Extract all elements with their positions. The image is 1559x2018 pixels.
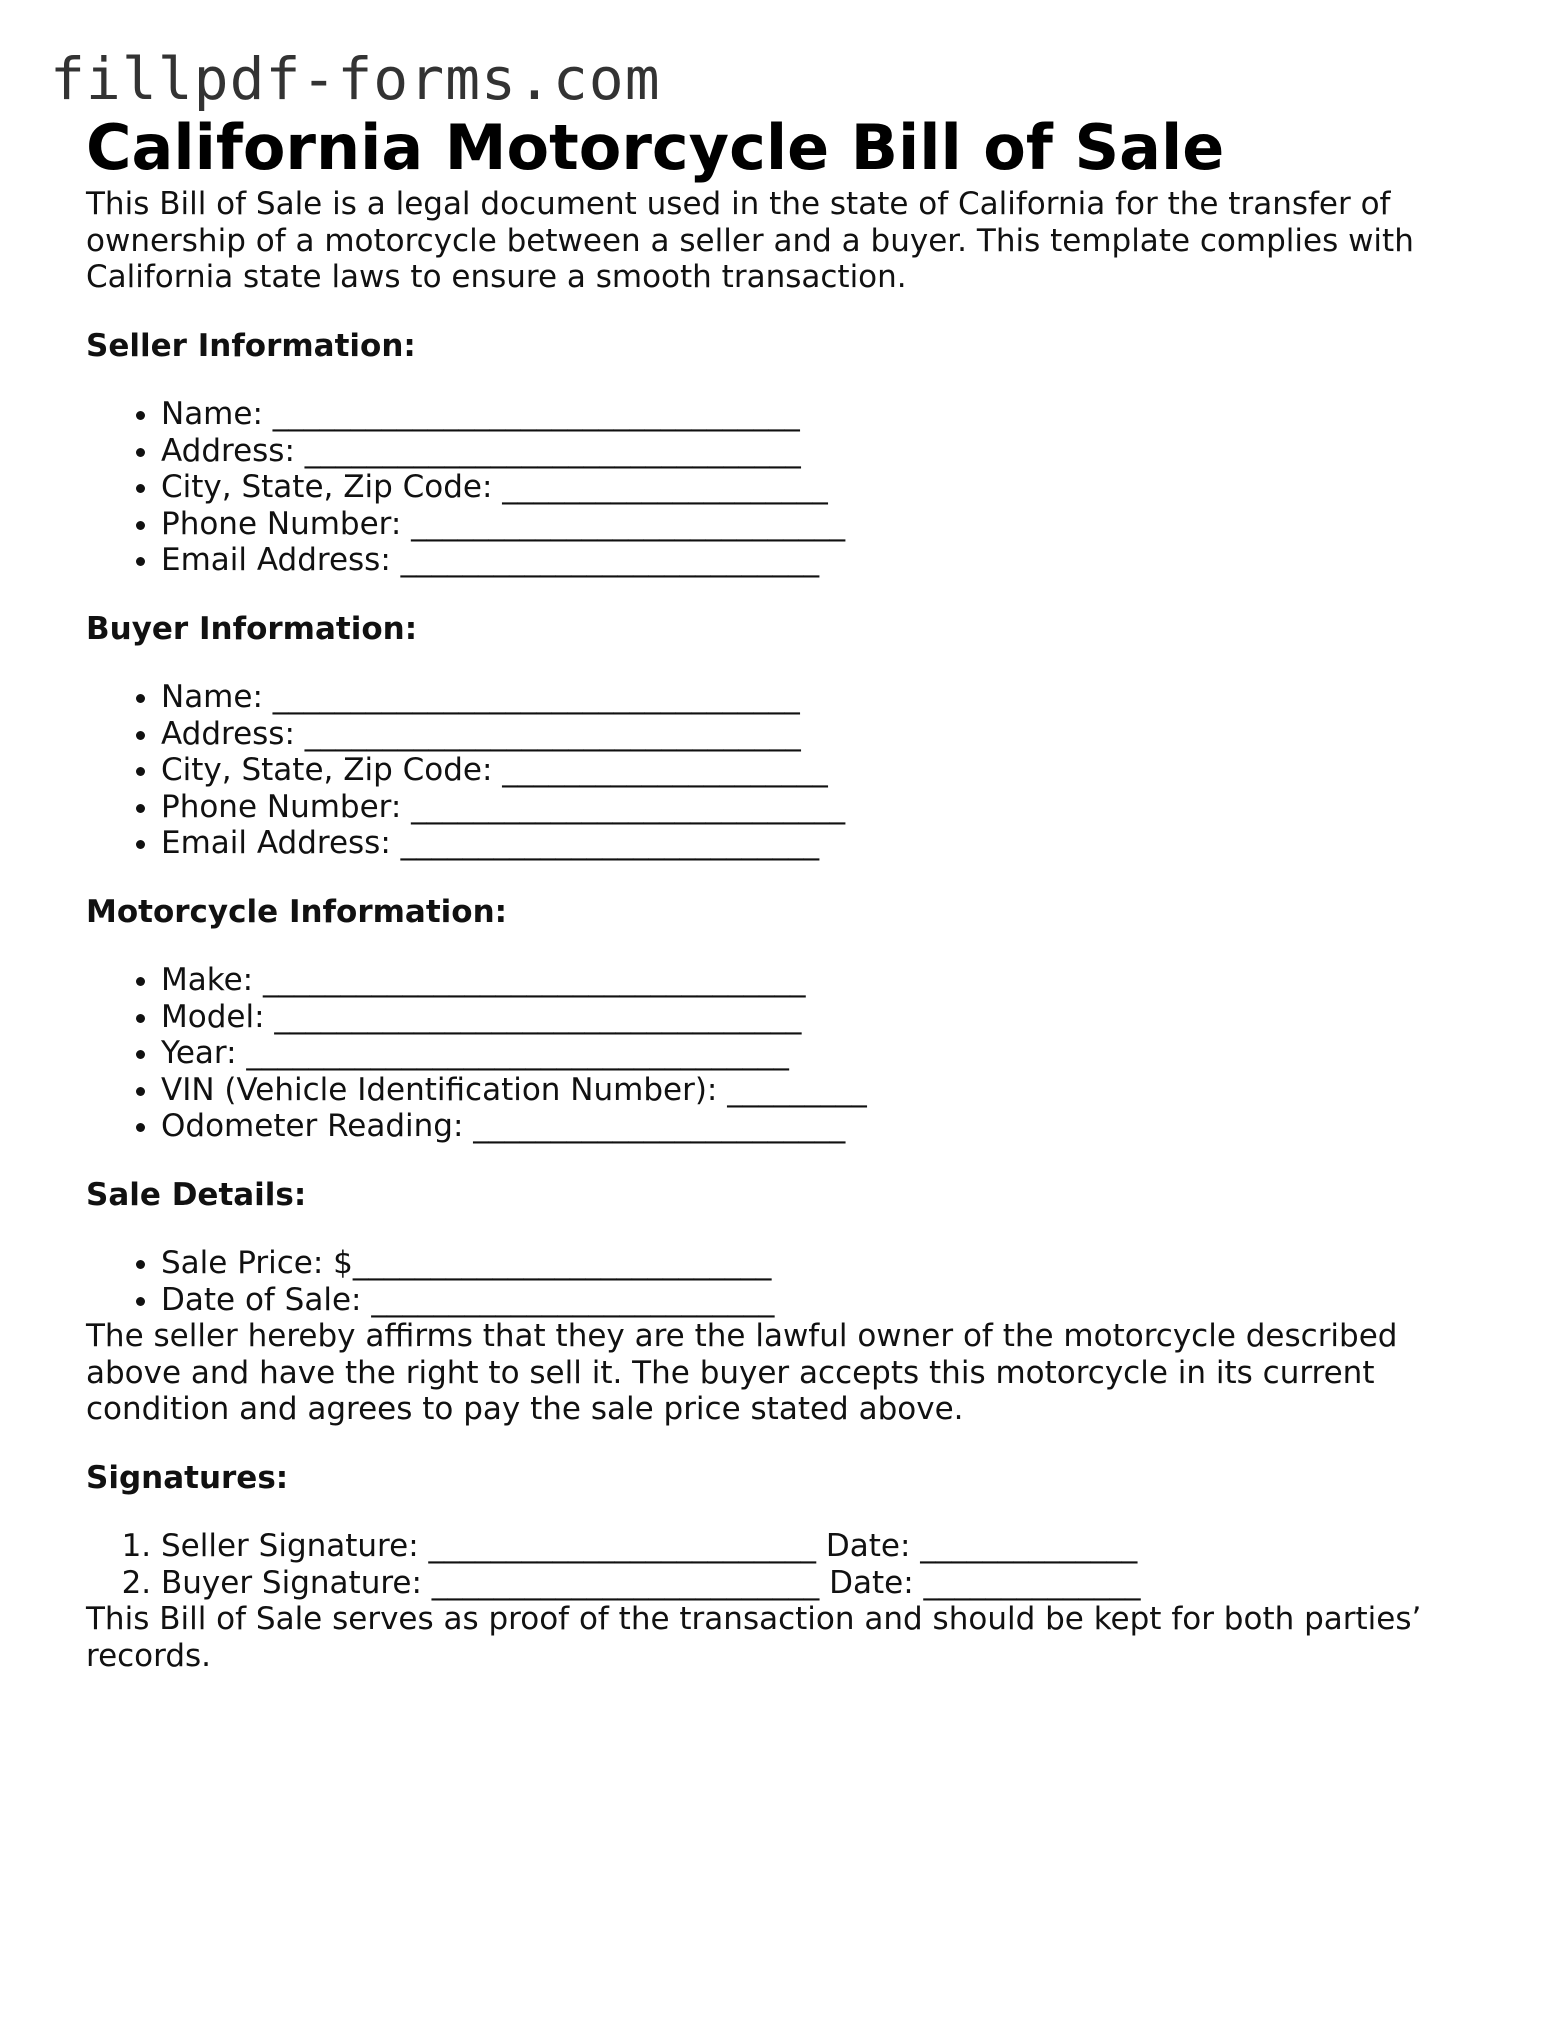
motorcycle-odometer-field: • Odometer Reading: ________________________ [161,1108,1486,1145]
buyer-email-field: • Email Address: ___________________________ [161,825,1486,862]
sale-price-field: • Sale Price: $___________________________ [161,1245,1486,1282]
motorcycle-year-field: • Year: ___________________________________ [161,1035,1486,1072]
seller-email-field: • Email Address: ___________________________ [161,542,1486,579]
watermark: fillpdf-forms.com [50,45,661,113]
sale-details-list [86,1245,1486,1318]
buyer-heading: Buyer Information: [86,610,418,647]
closing-paragraph: This Bill of Sale serves as proof of the transaction and should be kept for both parties’ records. [86,1601,1422,1674]
buyer-signature-field: 2. Buyer Signature: _________________________ Date: ______________ [161,1565,1486,1602]
seller-city-field: • City, State, Zip Code: _____________________ [161,469,1486,506]
seller-info-list [86,396,1486,579]
seller-name-field: • Name: __________________________________ [161,396,1486,433]
motorcycle-make-field: • Make: ___________________________________ [161,962,1486,999]
document-title: California Motorcycle Bill of Sale [86,111,1225,184]
document-body [86,110,1486,1674]
motorcycle-heading: Motorcycle Information: [86,893,508,930]
seller-signature-field: 1. Seller Signature: _________________________ Date: ______________ [161,1528,1486,1565]
buyer-phone-field: • Phone Number: ____________________________ [161,789,1486,826]
buyer-address-field: • Address: ________________________________ [161,716,1486,753]
seller-address-field: • Address: ________________________________ [161,433,1486,470]
signatures-list [86,1528,1486,1601]
signatures-heading: Signatures: [86,1459,289,1496]
affirmation-paragraph: The seller hereby affirms that they are the lawful owner of the motorcycle described above and have the right to sell it. The buyer accepts this motorcycle in its current condition and agrees to pay the sale price stated above. [86,1318,1398,1427]
buyer-city-field: • City, State, Zip Code: _____________________ [161,752,1486,789]
seller-phone-field: • Phone Number: ____________________________ [161,506,1486,543]
motorcycle-info-list [86,962,1486,1145]
seller-heading: Seller Information: [86,327,416,364]
motorcycle-model-field: • Model: __________________________________ [161,999,1486,1036]
sale-date-field: • Date of Sale: __________________________ [161,1282,1486,1319]
motorcycle-vin-field: • VIN (Vehicle Identification Number): _________ [161,1072,1486,1109]
sale-details-heading: Sale Details: [86,1176,307,1213]
buyer-name-field: • Name: __________________________________ [161,679,1486,716]
intro-paragraph: This Bill of Sale is a legal document used in the state of California for the transfer of ownership of a motorcycle between a seller and a buyer. This template complies with California state laws to ensure a smooth transaction. [86,186,1414,295]
buyer-info-list [86,679,1486,862]
